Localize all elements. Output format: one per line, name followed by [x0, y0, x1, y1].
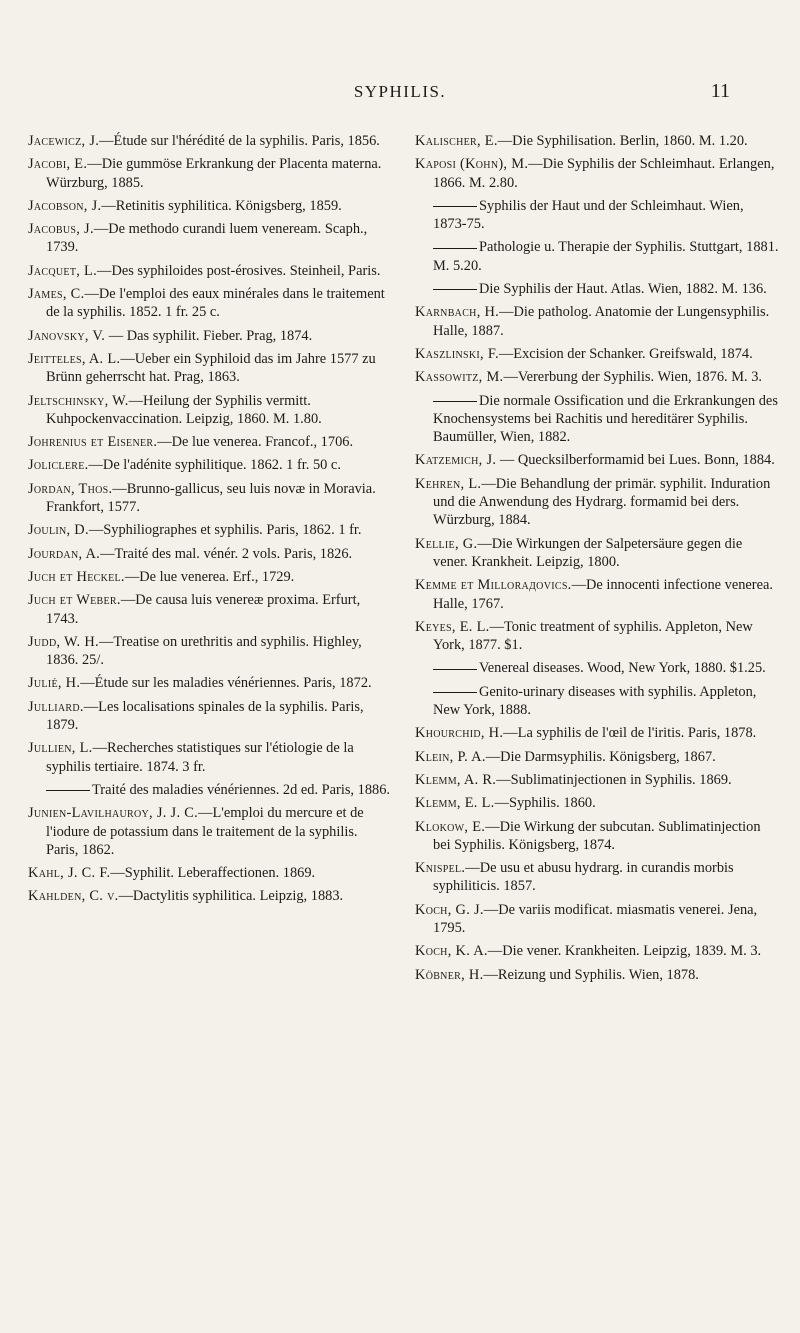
ditto-dash [433, 248, 477, 249]
bibliography-entry [415, 155, 780, 192]
entry-author: Jacquet, L. [28, 262, 98, 279]
bibliography-entry [415, 280, 780, 298]
bibliography-entry [28, 433, 393, 451]
entry-text: Syphilis der Haut und der Schleimhaut. Wien, 1873-75. [433, 197, 744, 233]
entry-author: Kahl, J. C. F. [28, 865, 111, 882]
entry-author: Juch et Weber. [28, 592, 121, 609]
bibliography-entry [415, 132, 780, 150]
bibliography-entry [28, 633, 393, 670]
entry-text: —Excision der Schanker. Greifswald, 1874. [498, 345, 753, 362]
entry-author: Koch, K. A. [415, 943, 488, 960]
bibliography-entry [28, 804, 393, 859]
entry-text: —Syphilit. Leberaffectionen. 1869. [110, 865, 316, 882]
entry-text: —Die patholog. Anatomie der Lungensyphilis. Halle, 1887. [433, 304, 770, 339]
entry-author: Jeltschinsky, W. [28, 392, 129, 409]
bibliography-entry [415, 966, 780, 984]
entry-text: Pathologie u. Therapie der Syphilis. Stuttgart, 1881. M. 5.20. [433, 239, 779, 274]
entry-author: Kehren, L. [415, 475, 482, 492]
bibliography-entry [415, 901, 780, 938]
entry-text: Venereal diseases. Wood, New York, 1880. $1.25. [479, 660, 766, 677]
entry-text: —Retinitis syphilitica. Königsberg, 1859. [101, 197, 342, 214]
bibliography-entry [28, 545, 393, 563]
entry-author: Kahlden, C. v. [28, 888, 119, 905]
entry-text: —Recherches statistiques sur l'étiologie de la syphilis tertiaire. 1874. 3 fr. [46, 740, 354, 775]
entry-text: —De usu et abusu hydrarg. in curandis morbis syphiliticis. 1857. [433, 860, 734, 895]
bibliography-entry [415, 942, 780, 960]
entry-author: Kalischer, E. [415, 133, 498, 149]
entry-text: —Die vener. Krankheiten. Leipzig, 1839. M. 3. [487, 943, 762, 960]
entry-text: —Die Wirkung der subcutan. Sublimatinjection bei Syphilis. Königsberg, 1874. [433, 818, 761, 853]
bibliography-entry [415, 451, 780, 469]
bibliography-entry [28, 155, 393, 192]
entry-text: —Treatise on urethritis and syphilis. Highley, 1836. 25/. [46, 633, 362, 669]
entry-text: —Reizung und Syphilis. Wien, 1878. [483, 966, 699, 983]
bibliography-entry [415, 475, 780, 530]
entry-author: Kaszlinski, F. [415, 345, 499, 362]
bibliography-entry [415, 859, 780, 896]
right-column [415, 132, 780, 989]
entry-text: —Les localisations spinales de la syphilis. Paris, 1879. [46, 698, 364, 734]
entry-text: —Tonic treatment of syphilis. Appleton, New York, 1877. $1. [433, 618, 753, 654]
bibliography-entry [415, 618, 780, 655]
entry-text: —De l'adénite syphilitique. 1862. 1 fr. 50 c. [88, 457, 341, 474]
entry-author: Katzemich, J. [415, 452, 497, 469]
entry-text: Traité des maladies vénériennes. 2d ed. Paris, 1886. [92, 781, 391, 798]
entry-text: —Die Behandlung der primär. syphilit. Induration und die Anwendung des Hydrarg. formamid bei ders. Würzburg, 1884. [433, 475, 771, 529]
entry-author: Juch et Heckel. [28, 568, 125, 585]
bibliography-entry [28, 262, 393, 280]
entry-author: Julliard. [28, 698, 84, 715]
entry-text: —De innocenti infectione venerea. Halle, 1767. [433, 577, 773, 612]
bibliography-entry [415, 794, 780, 812]
bibliography-entry [28, 887, 393, 905]
entry-author: Jacobi, E. [28, 156, 88, 173]
entry-author: Junien-Lavilhauroy, J. J. C. [28, 805, 199, 822]
bibliography-entry [415, 345, 780, 363]
entry-author: Jacobus, J. [28, 221, 94, 238]
bibliography-entry [415, 576, 780, 613]
bibliography-entry [28, 456, 393, 474]
bibliography-entry [28, 864, 393, 882]
entry-text: —De methodo curandi luem veneream. Scaph., 1739. [46, 221, 368, 256]
entry-author: Karnbach, H. [415, 304, 500, 321]
entry-text: Die normale Ossification und die Erkrankungen des Knochensystems bei Rachitis und hereditärer Syphilis. Baumüller, Wien, 1882. [433, 392, 778, 446]
bibliography-entry [415, 748, 780, 766]
entry-author: Judd, W. H. [28, 633, 99, 650]
entry-text: —Heilung der Syphilis vermitt. Kuhpockenvaccination. Leipzig, 1860. M. 1.80. [46, 392, 322, 427]
entry-text: —De l'emploi des eaux minérales dans le traitement de la syphilis. 1852. 1 fr. 25 c. [46, 286, 385, 321]
bibliography-entry [415, 368, 780, 386]
entry-author: Klemm, A. R. [415, 771, 497, 788]
bibliography-entry [28, 781, 393, 799]
entry-text: —Sublimatinjectionen in Syphilis. 1869. [496, 771, 732, 788]
entry-author: James, C. [28, 286, 85, 303]
ditto-dash [433, 401, 477, 402]
bibliography-entry [415, 771, 780, 789]
bibliography-entry [415, 535, 780, 572]
ditto-dash [433, 206, 477, 207]
ditto-dash [433, 669, 477, 670]
entry-text: —De lue venerea. Erf., 1729. [124, 568, 295, 585]
bibliography-entry [28, 591, 393, 628]
bibliography-entry [28, 568, 393, 586]
bibliography-entry [28, 674, 393, 692]
bibliography-entry [28, 132, 393, 150]
page-header [0, 82, 800, 112]
bibliography-entry [28, 480, 393, 517]
ditto-dash [433, 692, 477, 693]
entry-author: Joulin, D. [28, 522, 89, 539]
entry-text: —Traité des mal. vénér. 2 vols. Paris, 1826. [100, 545, 353, 562]
entry-text: —Die Syphilis der Schleimhaut. Erlangen, 1866. M. 2.80. [433, 156, 775, 191]
entry-text: —Die Wirkungen der Salpetersäure gegen die vener. Krankheit. Leipzig, 1800. [433, 535, 743, 570]
entry-author: Jourdan, A. [28, 545, 101, 562]
entry-text: — Quecksilberformamid bei Lues. Bonn, 1884. [496, 452, 775, 469]
entry-author: Kassowitz, M. [415, 369, 504, 386]
entry-author: Joliclere. [28, 457, 89, 474]
bibliography-entry [28, 350, 393, 387]
entry-author: Jeitteles, A. L. [28, 350, 121, 367]
entry-text: —Syphilis. 1860. [494, 795, 596, 812]
entry-author: Klemm, E. L. [415, 795, 495, 812]
entry-author: Jacobson, J. [28, 197, 102, 214]
bibliography-entry [28, 698, 393, 735]
entry-text: —De variis modificat. miasmatis venerei. Jena, 1795. [433, 901, 758, 936]
entry-author: Johrenius et Eisener. [28, 434, 158, 451]
ditto-dash [433, 289, 477, 290]
entry-author: Koch, G. J. [415, 901, 484, 918]
entry-author: Klokow, E. [415, 818, 486, 835]
bibliography-entry [28, 285, 393, 322]
bibliography-entry [28, 521, 393, 539]
entry-text: Die Syphilis der Haut. Atlas. Wien, 1882. M. 136. [479, 281, 767, 298]
bibliography-entry [415, 197, 780, 234]
entry-text: —Étude sur les maladies vénériennes. Paris, 1872. [80, 675, 372, 692]
entry-author: Julié, H. [28, 675, 81, 692]
entry-text: —L'emploi du mercure et de l'iodure de potassium dans le traitement de la syphilis. Paris, 1862. [46, 805, 364, 858]
entry-author: Jacewicz, J. [28, 133, 100, 149]
bibliography-entry [415, 303, 780, 340]
entry-text: —Syphiliographes et syphilis. Paris, 1862. 1 fr. [88, 522, 362, 539]
entry-author: Klein, P. A. [415, 748, 486, 765]
entry-text: —De causa luis venereæ proxima. Erfurt, 1743. [46, 592, 361, 627]
left-column [28, 132, 393, 989]
entry-author: Keyes, E. L. [415, 618, 490, 635]
entry-author: Jullien, L. [28, 740, 93, 757]
entry-text: —Des syphiloides post-érosives. Steinheil, Paris. [97, 262, 381, 279]
entry-text: —Die Darmsyphilis. Königsberg, 1867. [485, 748, 716, 765]
entry-text: —Dactylitis syphilitica. Leipzig, 1883. [118, 888, 344, 905]
entry-text: —Brunno-gallicus, seu luis novæ in Moravia. Frankfort, 1577. [46, 480, 376, 516]
entry-text: — Das syphilit. Fieber. Prag, 1874. [105, 327, 313, 344]
page-number: 11 [710, 80, 730, 102]
running-title: SYPHILIS. [353, 82, 447, 101]
bibliography-entry [415, 724, 780, 742]
bibliography-entry [28, 220, 393, 257]
bibliography-entry [415, 818, 780, 855]
bibliography-entry [415, 683, 780, 720]
entry-author: Kaposi (Kohn), M. [415, 156, 529, 173]
entry-text: —Ueber ein Syphiloid das im Jahre 1577 zu Brünn geherrscht hat. Prag, 1863. [46, 350, 376, 386]
entry-text: —Étude sur l'hérédité de la syphilis. Paris, 1856. [99, 133, 380, 149]
bibliography-entry [415, 659, 780, 677]
entry-text: —Die gummöse Erkrankung der Placenta materna. Würzburg, 1885. [46, 156, 382, 191]
entry-author: Kellie, G. [415, 535, 478, 552]
entry-text: —Vererbung der Syphilis. Wien, 1876. M. 3. [503, 369, 762, 386]
entry-author: Janovsky, V. [28, 327, 106, 344]
entry-text: —Die Syphilisation. Berlin, 1860. M. 1.20. [497, 133, 748, 149]
bibliography-entry [28, 392, 393, 429]
entry-author: Köbner, H. [415, 966, 484, 983]
entry-author: Knispel. [415, 860, 466, 877]
entry-author: Khourchid, H. [415, 725, 504, 742]
bibliography-entry [415, 238, 780, 275]
bibliography-entry [415, 392, 780, 447]
bibliography-columns [28, 132, 780, 989]
ditto-dash [46, 790, 90, 791]
bibliography-entry [28, 739, 393, 776]
entry-author: Jordan, Thos. [28, 480, 113, 497]
bibliography-entry [28, 197, 393, 215]
entry-author: Kemme et Millorадovics. [415, 577, 572, 594]
entry-text: —De lue venerea. Francof., 1706. [157, 434, 354, 451]
entry-text: —La syphilis de l'œil de l'iritis. Paris, 1878. [503, 725, 757, 742]
bibliography-entry [28, 327, 393, 345]
entry-text: Genito-urinary diseases with syphilis. Appleton, New York, 1888. [433, 683, 757, 719]
